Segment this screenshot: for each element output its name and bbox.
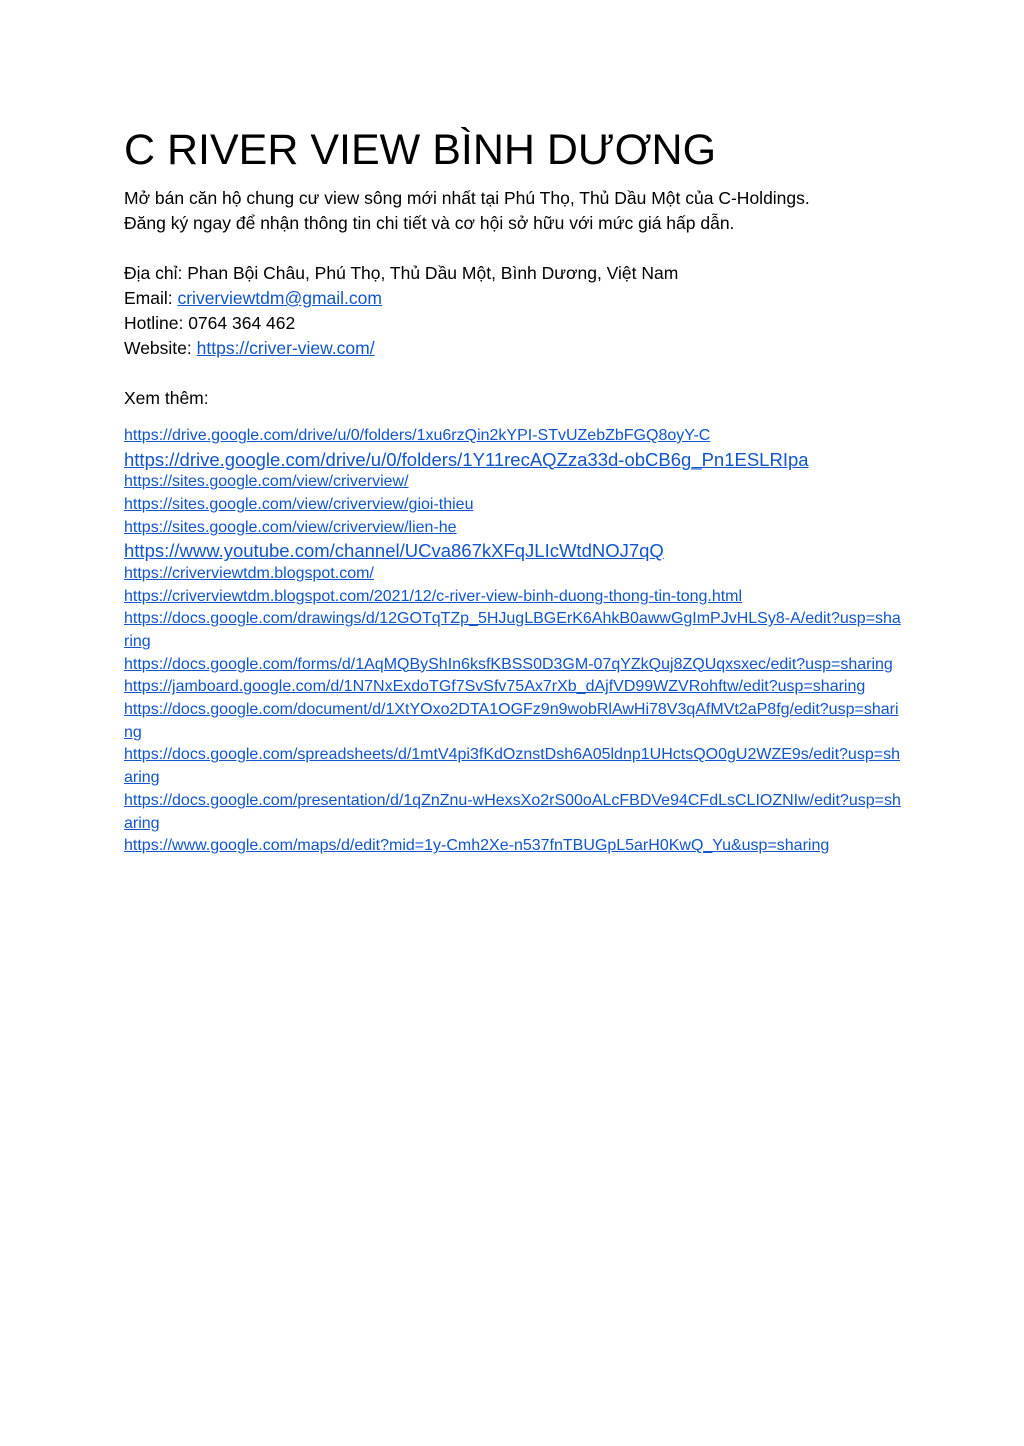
link-sites-home[interactable]: https://sites.google.com/view/criverview/ (124, 473, 409, 491)
hotline-line: Hotline: 0764 364 462 (124, 313, 296, 333)
link-google-slides[interactable]: https://docs.google.com/presentation/d/1qZnZnu-wHexsXo2rS00oALcFBDVe94CFdLsCLIOZNIw/edit?usp=sharing (124, 791, 901, 832)
link-sites-gioi-thieu[interactable]: https://sites.google.com/view/criverview/gioi-thieu (124, 495, 474, 513)
link-blogspot-post[interactable]: https://criverviewtdm.blogspot.com/2021/12/c-river-view-binh-duong-thong-tin-tong.html (124, 587, 743, 605)
email-line (124, 286, 904, 311)
link-drive-folder-2[interactable]: https://drive.google.com/drive/u/0/folders/1Y11recAQZza33d-obCB6g_Pn1ESLRIpa (124, 448, 809, 470)
see-more-label: Xem thêm: (124, 388, 209, 408)
email-link[interactable]: criverviewtdm@gmail.com (177, 288, 382, 308)
link-google-sheets[interactable]: https://docs.google.com/spreadsheets/d/1mtV4pi3fKdOznstDsh6A05ldnp1UHctsQO0gU2WZE9s/edit?usp=sharing (124, 746, 900, 787)
website-label: Website: (124, 338, 197, 358)
document-content (124, 120, 904, 858)
link-jamboard[interactable]: https://jamboard.google.com/d/1N7NxExdoTGf7SvSfv75Ax7rXb_dAjfVD99WZVRohftw/edit?usp=sharing (124, 678, 866, 696)
link-youtube-channel[interactable]: https://www.youtube.com/channel/UCva867kXFqJLIcWtdNOJ7qQ (124, 540, 664, 562)
intro-line-2: Đăng ký ngay để nhận thông tin chi tiết và cơ hội sở hữu với mức giá hấp dẫn. (124, 213, 735, 233)
link-sites-lien-he[interactable]: https://sites.google.com/view/criverview/lien-he (124, 518, 457, 536)
link-list (124, 425, 904, 858)
link-blogspot-home[interactable]: https://criverviewtdm.blogspot.com/ (124, 564, 374, 582)
website-link[interactable]: https://criver-view.com/ (196, 338, 375, 358)
spacer (124, 361, 904, 386)
email-label: Email: (124, 288, 178, 308)
address-line: Địa chỉ: Phan Bội Châu, Phú Thọ, Thủ Dầu Một, Bình Dương, Việt Nam (124, 263, 679, 283)
intro-line-1: Mở bán căn hộ chung cư view sông mới nhất tại Phú Thọ, Thủ Dầu Một của C-Holdings. (124, 188, 810, 208)
page-title: C RIVER VIEW BÌNH DƯƠNG (124, 126, 717, 174)
link-google-drawings[interactable]: https://docs.google.com/drawings/d/12GOTqTZp_5HJugLBGErK6AhkB0awwGgImPJvHLSy8-A/edit?usp=sharing (124, 610, 901, 650)
link-drive-folder-1[interactable]: https://drive.google.com/drive/u/0/folders/1xu6rzQin2kYPI-STvUZebZbFGQ8oyY-C (124, 427, 711, 444)
link-google-maps[interactable]: https://www.google.com/maps/d/edit?mid=1y-Cmh2Xe-n537fnTBUGpL5arH0KwQ_Yu&usp=sharing (124, 837, 830, 855)
link-google-docs[interactable]: https://docs.google.com/document/d/1XtYOxo2DTA1OGFz9n9wobRlAwHi78V3qAfMVt2aP8fg/edit?usp=sharing (124, 701, 899, 741)
link-google-forms[interactable]: https://docs.google.com/forms/d/1AqMQByShIn6ksfKBSS0D3GM-07qYZkQuj8ZQUqxsxec/edit?usp=sharing (124, 655, 893, 673)
website-line (124, 336, 904, 361)
spacer (124, 236, 904, 261)
